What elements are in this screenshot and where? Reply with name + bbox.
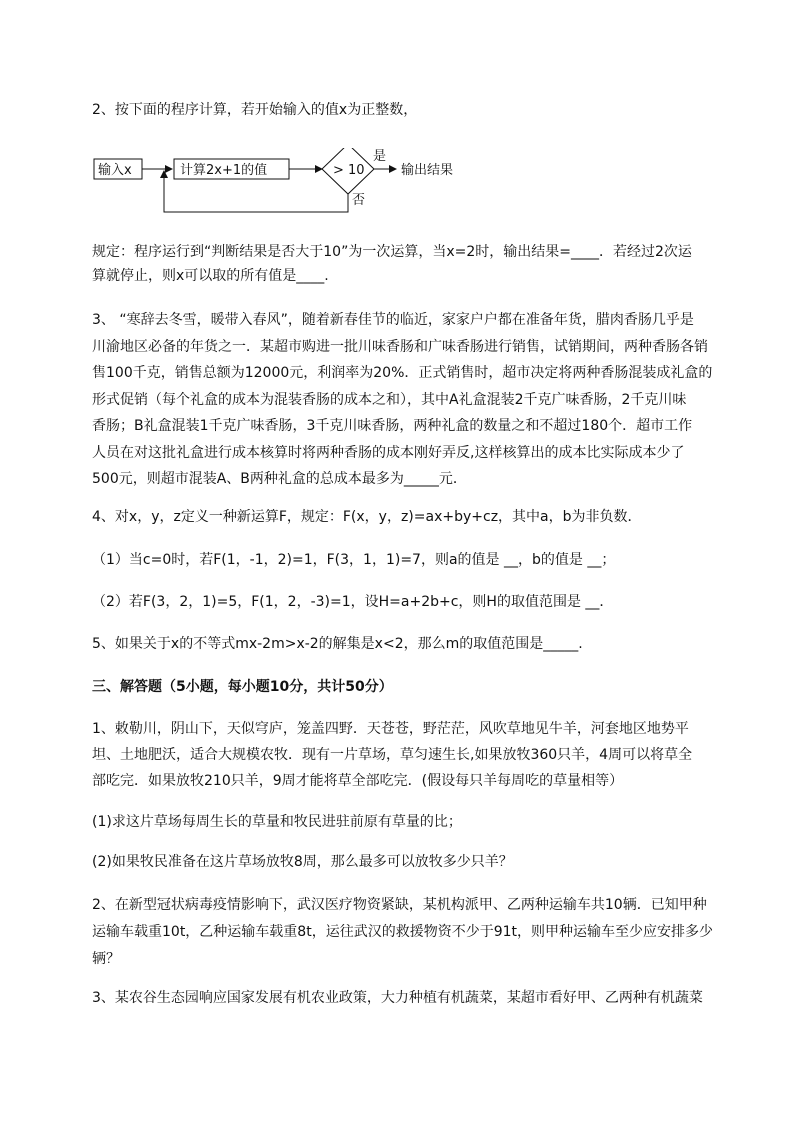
- q4-part2: （2）若F(3，2，1)=5，F(1，2，-3)=1，设H=a+2b+c，则H的取值范围是 __．: [92, 594, 614, 610]
- q2-intro: 2、按下面的程序计算，若开始输入的值x为正整数，: [92, 102, 418, 118]
- input-label: 输入x: [98, 163, 132, 178]
- q2-rule: 规定：程序运行到“判断结果是否大于10”为一次运算，当x=2时，输出结果=____．若经过2次运 算就停止，则x可以取的所有值是____.: [92, 244, 692, 284]
- program-flowchart: [90, 148, 470, 218]
- section-heading: 三、解答题（5小题，每小题10分，共计50分）: [92, 679, 393, 695]
- yes-label: 是: [373, 149, 387, 164]
- output-label: 输出结果: [401, 163, 454, 178]
- s3-paragraph: 3、某农谷生态园响应国家发展有机农业政策，大力种植有机蔬菜，某超市看好甲、乙两种有机蔬菜: [92, 990, 703, 1006]
- condition-label: > 10: [333, 163, 365, 178]
- compute-label: 计算2x+1的值: [180, 163, 268, 178]
- q3-paragraph: 3、 “寒辞去冬雪，暖带入春风”，随着新春佳节的临近，家家户户都在准备年货，腊肉香肠几乎是 川渝地区必备的年货之一．某超市购进一批川味香肠和广味香肠进行销售，试销期间，两种香肠各销 售100千克，销售总额为12000元，利润率为20%．正式销售时，超市决定将两种香肠混装成礼盒的 形式促销（每个礼盒的成本为混装香肠的成本之和），其中A礼盒混装2千克广味香肠，2千克川味 香肠；B礼盒混装1千克广味香肠，3千克川味香肠，两种礼盒的数量之和不超过180个．超市工作 人员在对这批礼盒进行成本核算时将两种香肠的成本刚好弄反,这样核算出的成本比实际成本少了 500元，则超市混装A、B两种礼盒的总成本最多为_____元．: [92, 312, 713, 487]
- no-label: 否: [352, 193, 366, 208]
- s2-paragraph: 2、在新型冠状病毒疫情影响下，武汉医疗物资紧缺，某机构派甲、乙两种运输车共10辆．已知甲种 运输车载重10t，乙种运输车载重8t，运往武汉的救援物资不少于91t，则甲种运输车至少应安排多少 辆？: [92, 897, 714, 967]
- q4-intro: 4、对x，y，z定义一种新运算F，规定：F(x，y，z)=ax+by+cz，其中a，b为非负数．: [92, 509, 642, 525]
- s1-paragraph: 1、敕勒川，阴山下，天似穹庐，笼盖四野．天苍苍，野茫茫，风吹草地见牛羊，河套地区地势平 坦、土地肥沃，适合大规模农牧．现有一片草场，草匀速生长,如果放牧360只羊，4周可以将草全 部吃完．如果放牧210只羊，9周才能将草全部吃完．(假设每只羊每周吃的草量相等）: [92, 721, 693, 789]
- s1-sub1: (1)求这片草场每周生长的草量和牧民进驻前原有草量的比；: [92, 814, 462, 830]
- q5-text: 5、如果关于x的不等式mx-2m>x-2的解集是x<2，那么m的取值范围是_____.: [92, 636, 583, 652]
- s1-sub2: (2)如果牧民准备在这片草场放牧8周，那么最多可以放牧多少只羊？: [92, 854, 513, 870]
- q4-part1: （1）当c=0时，若F(1，-1，2)=1，F(3，1，1)=7，则a的值是 __，b的值是 __；: [92, 552, 616, 568]
